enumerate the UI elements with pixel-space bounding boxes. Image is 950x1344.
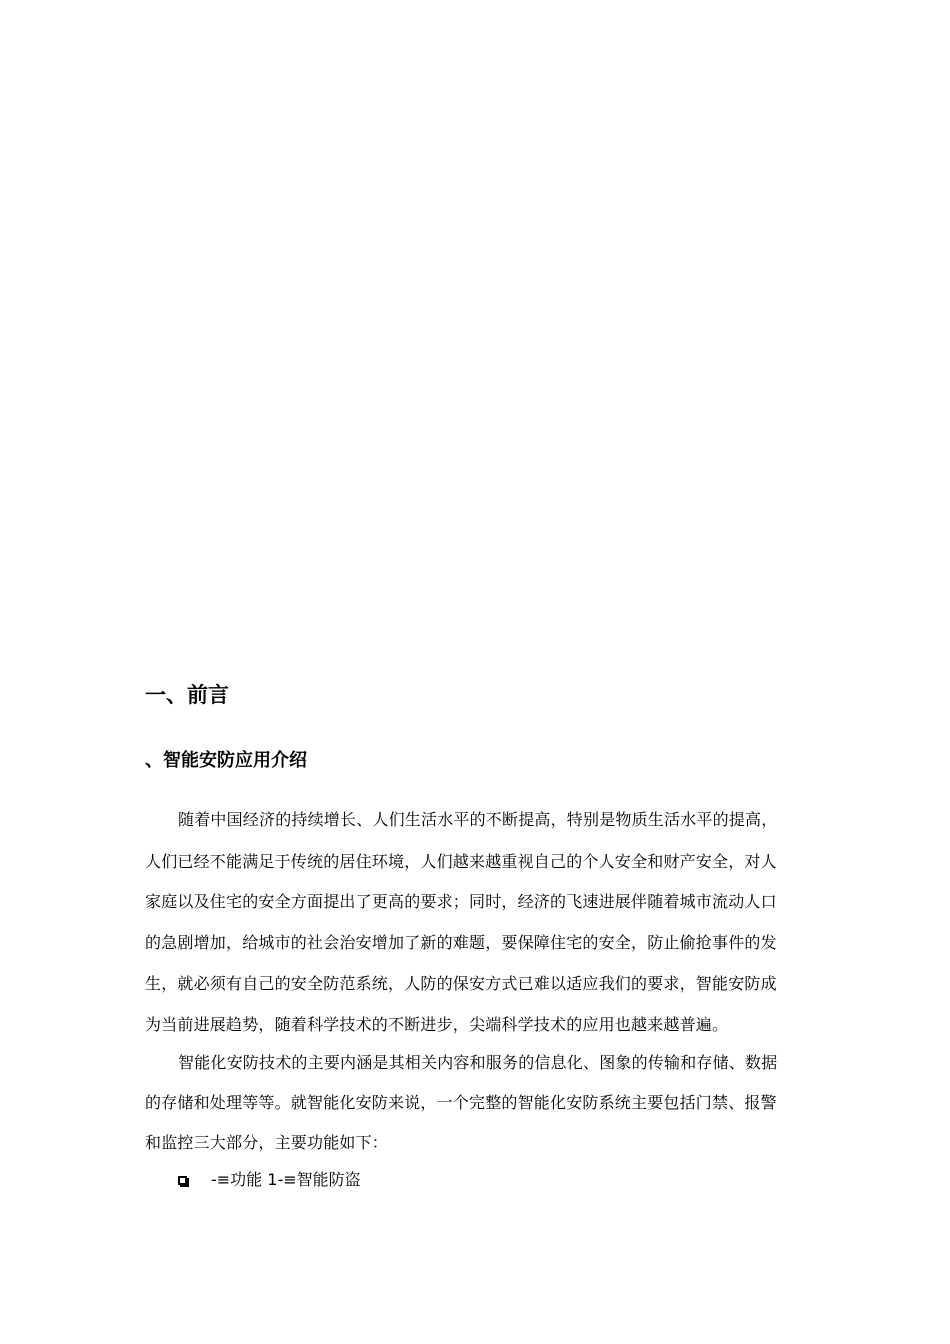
paragraph2-line: 智能化安防技术的主要内涵是其相关内容和服务的信息化、图象的传输和存储、数据 bbox=[178, 1053, 778, 1072]
checkbox-bullet-icon bbox=[178, 1176, 187, 1185]
subsection-heading: 、智能安防应用介绍 bbox=[145, 750, 307, 771]
paragraph1-line: 的急剧增加，给城市的社会治安增加了新的难题，要保障住宅的安全，防止偷抢事件的发 bbox=[145, 933, 777, 952]
paragraph1-line: 人们已经不能满足于传统的居住环境，人们越来越重视自己的个人安全和财产安全，对人 bbox=[145, 852, 777, 871]
paragraph2-line: 和监控三大部分，主要功能如下： bbox=[145, 1133, 389, 1152]
section-heading: 一、前言 bbox=[145, 683, 229, 707]
bullet-list-item bbox=[178, 1168, 361, 1192]
bullet-item-text: -≡功能 1-≡智能防盗 bbox=[211, 1170, 361, 1189]
paragraph1-line: 生，就必须有自己的安全防范系统，人防的保安方式已难以适应我们的要求，智能安防成 bbox=[145, 974, 777, 993]
paragraph2-line: 的存储和处理等等。就智能化安防来说，一个完整的智能化安防系统主要包括门禁、报警 bbox=[145, 1093, 777, 1112]
paragraph1-line: 为当前进展趋势，随着科学技术的不断进步，尖端科学技术的应用也越来越普遍。 bbox=[145, 1015, 729, 1034]
paragraph1-line: 随着中国经济的持续增长、人们生活水平的不断提高，特别是物质生活水平的提高， bbox=[178, 810, 778, 829]
paragraph1-line: 家庭以及住宅的安全方面提出了更高的要求；同时，经济的飞速进展伴随着城市流动人口 bbox=[145, 892, 777, 911]
